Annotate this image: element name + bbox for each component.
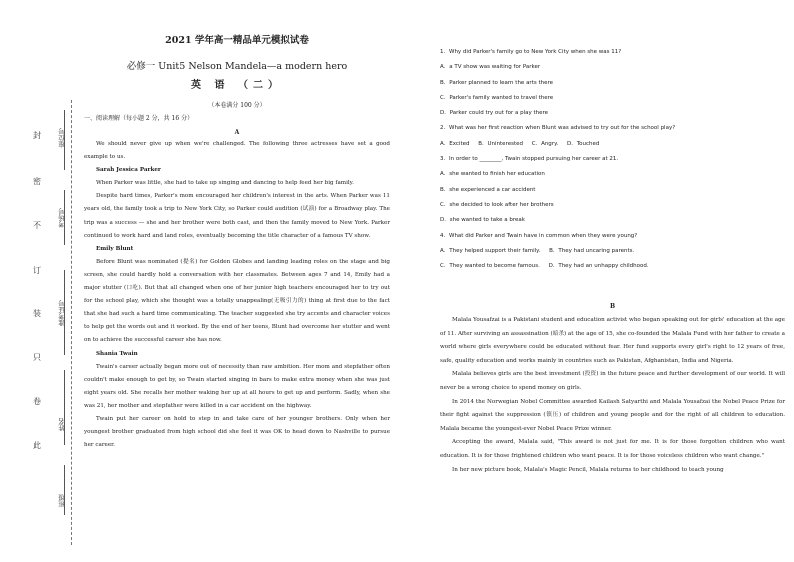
paragraph: Malala believes girls are the best investment (投资) in the future peace and further development of our world. It will never be a wrong choice to spend money on girls. [440,371,785,391]
question-stem: 3．In order to ________, Twain stopped pursuing her career at 21. [440,156,619,163]
fill-line [64,110,65,170]
seal-char: 密 [33,177,41,186]
seal-char: 装 [33,309,41,318]
class-label: 班级 [58,494,66,507]
question-stem: 4．What did Parker and Twain have in common when they were young? [440,232,638,239]
paragraph: Twain put her career on hold to step in and take care of her younger brothers. Only when her youngest brother graduated from high school did she feel it was OK to head down to Nashville to pursue her career. [84,415,390,449]
name-label: 姓名 [58,418,66,431]
question-stem: 1．Why did Parker's family go to New York City when she was 11? [440,49,622,55]
seal-char: 封 [33,131,41,140]
person-name: Shania Twain [96,350,138,357]
paragraph: In 2014 the Norwegian Nobel Committee awarded Kailash Satyarthi and Malala Yousafzai the Nobel Peace Prize for their fight against the suppression (镇压) of children and young people and for the right of all children to education. Malala became the youngest-ever Nobel Peace Prize winner. [440,398,785,432]
question-option: C．she decided to look after her brothers [440,201,554,208]
paragraph: Accepting the award, Malala said, "This award is not just for me. It is for those forgotten children who want education. It is for those frightened children who want peace. It is for those voiceless children who want change." [440,439,785,459]
paragraph: Despite hard times, Parker's mom encouraged her children's interest in the arts. When Parker was 11 years old, the family took a trip to New York City, so Parker could audition (试演) for a Broadway play. The trip was a success — she and her brother were both cast, and then the family moved to New York. Parker continued to work hard and land roles, eventually becoming the title character of a famous TV show. [84,193,390,239]
seal-char: 此 [33,441,41,450]
seal-char: 只 [33,353,41,362]
question-stem: 2．What was her first reaction when Blunt was advised to try out for the school play? [440,125,676,132]
seal-char: 卷 [33,397,41,406]
seal-char: 订 [33,266,41,275]
passage-b-label: B [609,303,616,310]
question-option: B．Parker planned to learn the arts there [440,79,554,86]
question-option: C．Parker's family wanted to travel there [440,94,554,101]
question-options-inline: A．Excited B．Uninterested C．Angry. D．Touched [440,140,600,147]
fill-line [64,270,65,355]
seat-number-label: 座位号 [58,128,66,148]
question-option: D．she wanted to take a break [440,217,525,224]
left-column [84,34,390,452]
passage-a-label: A [234,129,240,136]
exam-room-label: 考场号 [58,208,66,228]
passage-b [440,298,785,477]
seal-line [71,100,72,545]
question-option: A．she wanted to finish her education [440,171,545,178]
section-heading: 一、阅读理解（每小题 2 分，共 16 分） [84,115,194,122]
fill-line [64,190,65,245]
paragraph: When Parker was little, she had to take up singing and dancing to help feed her big family. [96,180,354,187]
person-name: Sarah Jessica Parker [96,167,161,174]
paragraph: Malala Yousafzai is a Pakistani student and education activist who began speaking out for girls' education at the age of 11. After surviving an assassination (暗杀) at the age of 15, she co-founded the Malala Fund with her father to create a world where girls everywhere could be educated without fear. Her fund supports every girl's right to 12 years of free, safe, quality education and works mainly in countries such as Pakistan, Afghanistan, India and Nigeria. [440,317,785,364]
seal-char: 不 [33,221,41,230]
paragraph: Twain's career actually began more out of necessity than raw ambition. Her mom and stepfather often couldn't make enough to get by, so Twain started singing in bars to make extra money when she was just eight years old. She recalls her mother waking her up at all hours to get up and perform. Sadly, when she was 21, her mother and stepfather were killed in a car accident on the highway. [84,363,390,409]
admission-number-label: 准考证号 [58,300,66,326]
question-option: A．a TV show was waiting for Parker [440,64,541,71]
questions-block [440,45,785,274]
paragraph: Before Blunt was nominated (提名) for Golden Globes and landing leading roles on the stage and big screen, she could hardly hold a conversation with her classmates. Between ages 7 and 14, Emily had a major stutter (口吃). But that all changed when one of her junior high teachers encouraged her to try out for the school play, which she thought was a totally unappealing(无吸引力的) thing at first due to the fact that she had such a hard time communicating. The teacher suggested she try accents and character voices to help get the words out and it worked. By the end of her teens, Blunt had overcome her stutter and went on to achieve the successful career she has now. [84,258,390,344]
fill-line [64,465,65,515]
fill-line [64,370,65,445]
full-score: （本卷满分 100 分） [208,102,266,109]
question-options-pair: C．They wanted to become famous. D．They had an unhappy childhood. [440,263,649,270]
question-options-pair: A．They helped support their family. B．They had uncaring parents. [440,247,635,254]
passage-a-intro: We should never give up when we're challenged. The following three actresses have set a good example to us. [84,141,390,161]
binding-strip [0,100,80,550]
question-option: B．she experienced a car accident [440,186,536,193]
paragraph: In her new picture book, Malala's Magic Pencil, Malala returns to her childhood to teach young [452,466,724,473]
person-name: Emily Blunt [96,245,134,252]
subject-title: 英 语 （二） [191,80,283,91]
exam-title: 2021 学年高一精品单元模拟试卷 [165,35,309,46]
exam-subtitle: 必修一 Unit5 Nelson Mandela—a modern hero [126,61,348,72]
question-option: D．Parker could try out for a play there [440,110,549,117]
